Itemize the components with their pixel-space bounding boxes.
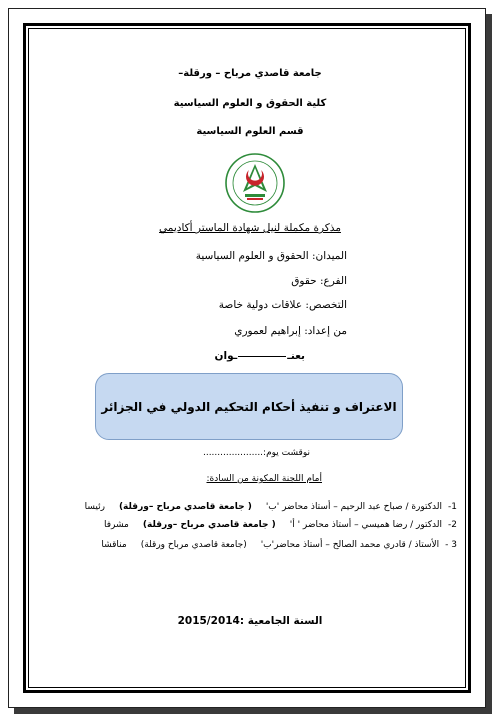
memo-line: مذكرة مكملة لنيل شهادة الماستر أكاديمي — [159, 222, 341, 234]
thesis-title: الاعتراف و تنفيذ أحكام التحكيم الدولي في الجزائر — [101, 399, 397, 414]
title-label-end: ـوان — [214, 350, 238, 362]
member-role: مشرفا — [104, 520, 129, 530]
member-university: ( جامعة قاصدي مرباح –ورقلة) — [142, 520, 276, 530]
member-number: 2- — [448, 520, 457, 530]
member-name: الأستاذ / قادري محمد الصالح – أستاذ محاضر'ب' — [260, 540, 440, 550]
member-role: مناقشا — [101, 540, 127, 550]
member-number: 1- — [448, 502, 457, 512]
member-university: (جامعة قاصدي مرباح ورقلة) — [140, 540, 247, 550]
member-name: الدكتور / رضا هميسي – أستاذ محاضر ' أ' — [289, 520, 443, 530]
university-emblem-icon — [223, 152, 287, 214]
committee-label: أمام اللجنة المكونة من السادة: — [206, 474, 322, 484]
discussion-date: نوقشت يوم:..................... — [202, 448, 310, 458]
member-university: ( جامعة قاصدي مرباح –ورقلة) — [118, 502, 252, 512]
department-name: قسم العلوم السياسية — [196, 126, 304, 137]
title-label-start: بعنـ — [287, 350, 305, 362]
title-label-stroke — [238, 356, 286, 357]
university-name: جامعة قاصدي مرباح – ورقلة– — [178, 68, 322, 79]
committee-member — [101, 540, 457, 550]
committee-member — [85, 502, 457, 512]
title-label — [215, 350, 305, 362]
thesis-title-box — [95, 373, 403, 440]
field-branch: الفرع: حقوق — [291, 275, 347, 287]
field-specialty: التخصص: علاقات دولية خاصة — [218, 299, 347, 311]
member-number: 3 - — [445, 540, 457, 550]
academic-year: السنة الجامعية :2015/2014 — [177, 615, 323, 627]
member-name: الدكتورة / صباح عبد الرحيم – أستاذ محاضر 'ب' — [265, 502, 443, 512]
member-role: رئيسا — [84, 502, 105, 512]
field-domain: الميدان: الحقوق و العلوم السياسية — [195, 250, 347, 262]
faculty-name: كلية الحقوق و العلوم السياسية — [173, 98, 327, 109]
field-author: من إعداد: إبراهيم لعموري — [234, 325, 347, 337]
committee-member — [104, 520, 457, 530]
